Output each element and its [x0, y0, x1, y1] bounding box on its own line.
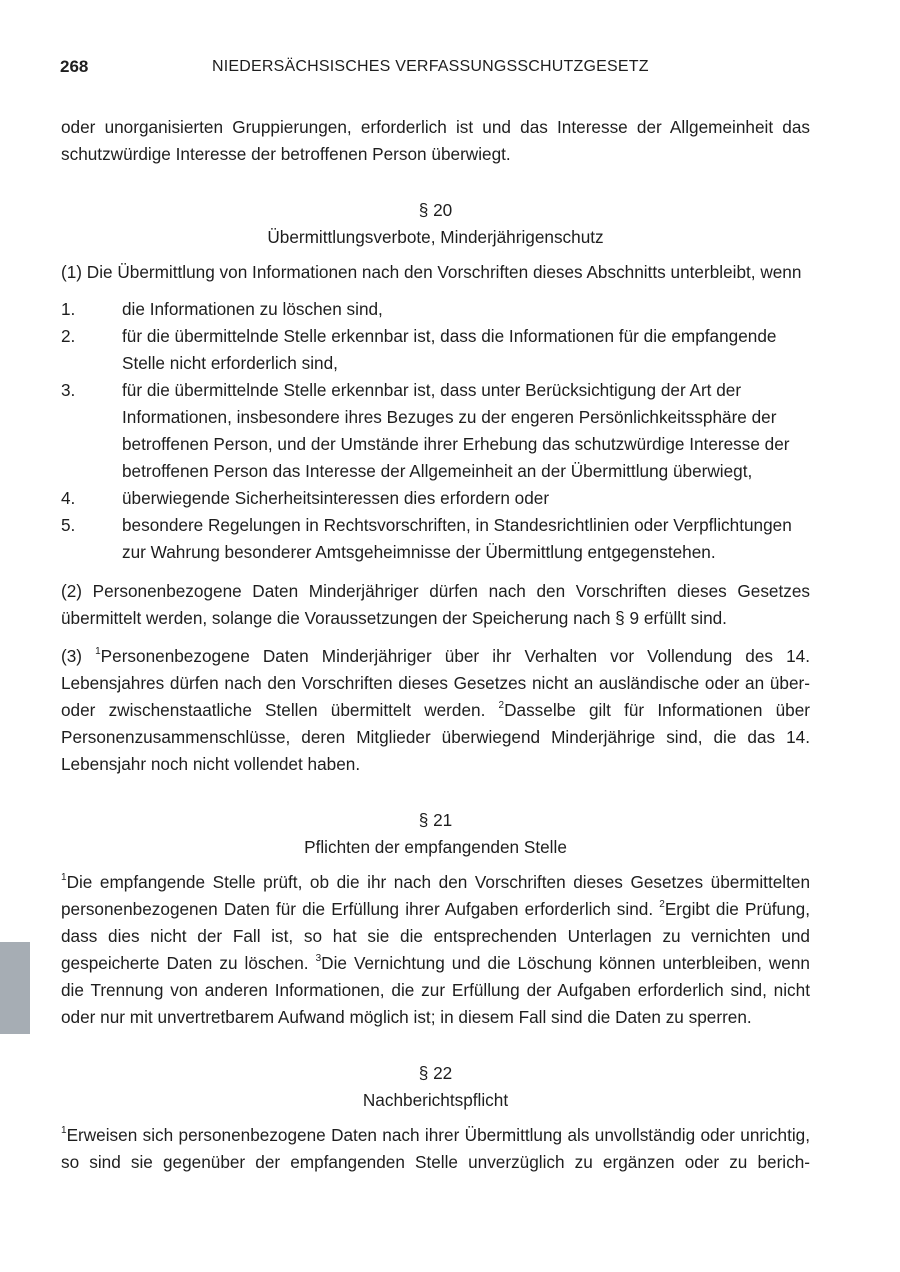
list-item-number: 5. [61, 515, 76, 535]
section-21-paragraph [61, 869, 810, 1031]
sentence-text: Ergibt die Prüfung, dass dies nicht der Fall ist, so hat sie die entsprechenden Unterlagen zu vernichten und gespeicherte Daten zu löschen. [61, 899, 810, 973]
sentence-text: Die Vernichtung und die Löschung können unterbleiben, wenn die Trennung von anderen Informationen, die zur Erfüllung der Aufgaben erforderlich sind, nicht oder nur mit unvertretbarem Aufwand möglich ist; in diesem Fall sind die Daten zu sperren. [61, 953, 810, 1027]
intro-paragraph: oder unorganisierten Gruppierungen, erforderlich ist und das Interesse der Allgemeinheit das schutzwürdige Interesse der betroffenen Person überwiegt. [61, 117, 810, 164]
section-22-title: Nachberichtspflicht [362, 1090, 509, 1110]
section-21-title: Pflichten der empfangenden Stelle [304, 837, 567, 857]
list-item-number: 2. [61, 326, 76, 346]
running-header-title: NIEDERSÄCHSISCHES VERFASSUNGSSCHUTZGESETZ [212, 58, 649, 75]
list-item [61, 485, 810, 512]
sentence-number: 1 [95, 646, 101, 658]
list-item-number: 1. [61, 299, 76, 319]
list-item-number: 3. [61, 380, 76, 400]
list-item-text: die Informationen zu löschen sind, [122, 299, 383, 319]
list-item-text: für die übermittelnde Stelle erkennbar ist, dass unter Berücksichtigung der Art der Informationen, insbesondere ihres Bezuges zu der engeren Persönlichkeitssphäre der betroffenen Person, und der Umstände ihrer Erhebung das schutzwürdige Interesse der betroffenen Person das Interesse der Allgemeinheit an der Übermittlung überwiegt, [122, 380, 790, 481]
list-item-text: besondere Regelungen in Rechtsvorschriften, in Standesrichtlinien oder Verpflichtungen zur Wahrung besonderer Amtsgeheimnisse der Übermittlung entgegenstehen. [122, 515, 792, 562]
list-item [61, 377, 810, 485]
section-22-paragraph [61, 1122, 810, 1176]
section-21-number: § 21 [418, 810, 453, 830]
list-item-number: 4. [61, 488, 76, 508]
chapter-thumb-tab [0, 942, 30, 1034]
list-item [61, 512, 810, 566]
list-item-text: für die übermittelnde Stelle erkennbar ist, dass die Informationen für die empfangende Stelle nicht erforderlich sind, [122, 326, 777, 373]
section-20-list [61, 296, 810, 566]
section-20-paragraph-3 [61, 643, 810, 778]
sentence-text: Dasselbe gilt für Informationen über Personenzusammenschlüsse, deren Mitglieder überwiegend Minderjährige sind, die das 14. Lebensjahr noch nicht vollendet haben. [61, 700, 811, 774]
sentence-number: 1 [61, 872, 67, 884]
sentence-number: 3 [315, 953, 322, 965]
section-22-number: § 22 [418, 1063, 453, 1083]
sentence-number: 2 [498, 700, 505, 712]
page-body [61, 114, 810, 1176]
list-item [61, 323, 810, 377]
sentence-text: Erweisen sich personenbezogene Daten nach ihrer Übermittlung als unvollständig oder unrichtig, so sind sie gegenüber der empfangenden Stelle unverzüglich zu ergänzen oder zu berich- [61, 1125, 810, 1172]
list-item [61, 296, 810, 323]
list-item-text: überwiegende Sicherheitsinteressen dies erfordern oder [122, 488, 550, 508]
sentence-text: Die empfangende Stelle prüft, ob die ihr nach den Vorschriften dieses Gesetzes übermittelten personenbezogenen Daten für die Erfüllung ihrer Aufgaben erforderlich sind. [61, 872, 810, 919]
sentence-text: Personenbezogene Daten Minderjähriger über ihr Verhalten vor Vollendung des 14. Lebensjahres dürfen nach den Vorschriften dieses Gesetzes nicht an ausländische oder an über- oder zwischenstaatliche Stellen übermittelt werden. [61, 646, 811, 720]
sentence-number: 1 [61, 1125, 67, 1137]
section-20-paragraph-1-intro: (1) Die Übermittlung von Informationen nach den Vorschriften dieses Abschnitts unterbleibt, wenn [61, 262, 802, 282]
section-20-title: Übermittlungsverbote, Minderjährigenschutz [267, 227, 604, 247]
sentence-number: 2 [659, 899, 665, 911]
section-20-number: § 20 [418, 200, 453, 220]
page-number: 268 [60, 57, 89, 76]
section-20-paragraph-2: (2) Personenbezogene Daten Minderjähriger dürfen nach den Vorschriften dieses Gesetzes übermittelt werden, solange die Voraussetzungen der Speicherung nach § 9 erfüllt sind. [61, 581, 810, 628]
paragraph-prefix: (3) [61, 646, 96, 666]
